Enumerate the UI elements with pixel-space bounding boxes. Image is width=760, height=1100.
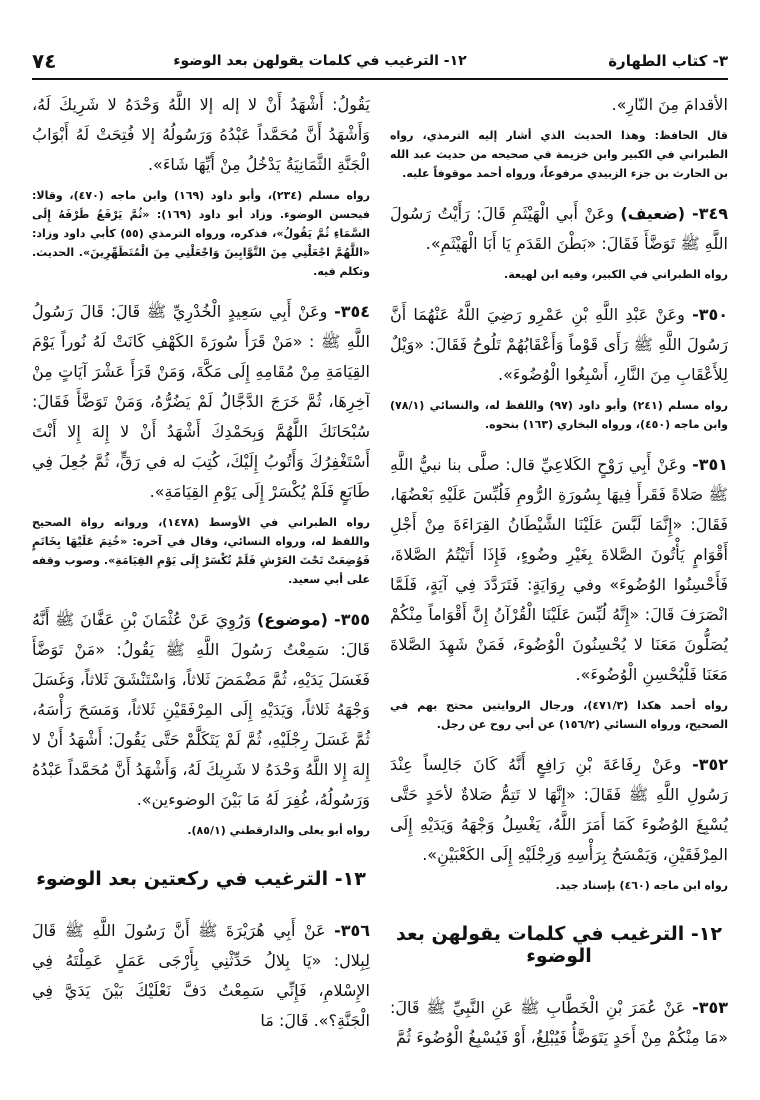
section-12-title: ١٢- الترغيب في كلمات يقولهن بعد الوضوء	[396, 923, 722, 967]
hadith-number: ٣٥٢-	[692, 755, 728, 774]
source-note-349: رواه الطبراني في الكبير، وفيه ابن لهيعة.	[504, 268, 728, 281]
hadith-text: وعَنْ أَبِي رَوْحٍ الكَلاعِيِّ قال: صلَّى بنا نبيُّ اللَّهِ ﷺ صَلاةً فَقَرأَ فِيهَا بِسُورَةِ الرُّومِ فَلُبِّسَ عَلَيْهِ بَعْضُهَا، فَقَالَ: «إِنَّمَا لَبَّسَ عَلَيْنَا الشَّيْطَانُ القِرَاءَةَ مِنْ أَجْلِ أَقْوَامٍ يَأْتُونَ الصَّلاةَ بِغَيْرِ وضُوءٍ، فَإِذَا أَتَيْتُمُ الصَّلاةَ، فَأَحْسِنُوا الوُضُوءَ» وفي رِوَايَةٍ: فَتَرَدَّدَ فِي آيَةٍ، فَلَمَّا انْصَرَفَ قَالَ: «إِنَّهُ لُبِّسَ عَلَيْنَا الْقُرْآنُ إِنَّ أَقْوَاماً مِنْكُمْ يُصَلُّونَ مَعَنَا لا يُحْسِنُونَ الْوُضُوءَ، فَمَنْ شَهِدَ الصَّلاةَ مَعَنَا فَلْيُحْسِنِ الْوُضُوءَ».	[390, 455, 728, 684]
section-title-header: ١٢- الترغيب في كلمات يقولهن بعد الوضوء	[173, 53, 467, 69]
continued-text: الأقدامَ مِنَ النّارِ».	[611, 95, 728, 114]
source-note-350: رواه مسلم (٢٤١) وأبو داود (٩٧) واللفظ له، والنسائي (٧٨/١) وابن ماجه (٤٥٠)، ورواه البخاري (١٦٣) بنحوه.	[390, 399, 728, 431]
hadith-354	[32, 297, 370, 507]
hadith-text: عَنْ أَبِي هُرَيْرَةَ ﷺ أَنَّ رَسُولَ اللَّهِ ﷺ قَالَ لِبِلال: «يَا بِلالُ حَدِّثْنِي بِأَرْجَى عَمَلٍ عَمِلْتَهُ فِي الإِسْلامِ، فَإِنِّي سَمِعْتُ دَفَّ نَعْلَيْكَ بَيْنَ يَدَيَّ فِي الْجَنَّةِ؟». قَالَ: مَا	[32, 921, 370, 1030]
continued-text: يَقُولُ: أَشْهَدُ أَنْ لا إله إلا اللَّهُ وَحْدَهُ لا شَرِيكَ لَهُ، وَأَشْهَدُ أَنَّ مُحَمَّداً عَبْدُهُ وَرَسُولُهُ إلا فُتِحَتْ لَهُ أَبْوَابُ الْجَنَّةِ الثَّمَانِيَةُ يَدْخُلُ مِنْ أَيِّهَا شَاءَ».	[32, 95, 370, 174]
hadith-number: ٣٥٠-	[692, 305, 728, 324]
hadith-text: عَنْ عُمَرَ بْنِ الْخَطَّابِ ﷺ عَنِ النَّبِيِّ ﷺ قَالَ: «مَا مِنْكُمْ مِنْ أَحَدٍ يَتَوَضَّأُ فَيُبْلِغُ، أَوْ فَيُسْبِغُ الْوُضُوءَ ثُمَّ	[390, 998, 728, 1047]
hadith-350	[390, 300, 728, 390]
hadith-number: ٣٥٣-	[692, 998, 728, 1017]
hadith-351	[390, 450, 728, 690]
page-header	[32, 44, 728, 80]
page-number: ٧٤	[32, 49, 57, 73]
hadith-number: ٣٥٤-	[334, 302, 370, 321]
hadith-number: ٣٤٩- (ضعيف)	[620, 204, 728, 223]
hadith-353	[390, 993, 728, 1053]
hadith-356	[32, 916, 370, 1036]
hadith-352	[390, 750, 728, 870]
hadith-text: وعَنْ عَبْدِ اللَّهِ بْنِ عَمْرِو رَضِيَ اللَّهُ عَنْهُمَا أَنَّ رَسُولَ اللَّهِ ﷺ رَأَى قَوْماً وَأَعْقَابُهُمْ تَلُوحُ فَقَالَ: «وَيْلٌ لِلأَعْقَابِ مِنَ النَّارِ، أَسْبِغُوا الْوُضُوءَ».	[390, 305, 728, 384]
hadith-text: وعَنْ أَبي الْهَيْثَمِ قَالَ: رَأَيْتُ رَسُولَ اللَّهِ ﷺ تَوَضَّأَ فَقَالَ: «بَطْنَ القَدَمِ يَا أَبَا الْهَيْثَمِ».	[390, 204, 728, 253]
column-gap	[370, 90, 390, 1084]
hadith-349	[390, 199, 728, 259]
source-note-355: رواه أبو يعلى والدارقطني (٨٥/١).	[187, 824, 370, 837]
hadith-number: ٣٥٥- (موضوع)	[256, 610, 370, 629]
source-note-354: رواه الطبراني في الأوسط (١٤٧٨)، ورواته رواة الصحيح واللفظ له، ورواه النسائي، وقال في آخره: «خُتِمَ عَلَيْهَا بِخَاتَمٍ فَوُضِعَتْ تَحْتَ العَرْشِ فَلَمْ تُكْسَرْ إِلَى يَوْمِ القِيَامَةِ». وصوب وقفه على أبي سعيد.	[32, 516, 370, 586]
hadith-text: وعَنْ رِفَاعَةَ بْنِ رَافِعٍ أَنَّهُ كَانَ جَالِساً عِنْدَ رَسُولِ اللَّهِ ﷺ فَقَالَ: «إِنَّهَا لا تَتِمُّ صَلاةٌ لأحَدٍ حَتَّى يُسْبِغَ الوُضُوءَ كَمَا أَمَرَ اللَّهُ، يَغْسِلُ وَجْهَهُ وَيَدَيْهِ إِلَى المِرْفَقَيْنِ، وَيَمْسَحُ بِرَأْسِهِ وَرِجْلَيْهِ إِلَى الكَعْبَيْنِ».	[390, 755, 728, 864]
source-note-351: رواه أحمد هكذا (٤٧١/٣)، ورجال الروايتين محتج بهم في الصحيح، ورواه النسائي (١٥٦/٢) عن أبي روح عن رجل.	[390, 699, 728, 731]
text-columns	[32, 90, 728, 1084]
book-page	[32, 44, 728, 1084]
hadith-text: وَرُوِيَ عَنْ عُثْمَانَ بْنِ عَفَّانَ ﷺ أَنَّهُ قَالَ: سَمِعْتُ رَسُولَ اللَّهِ ﷺ يَقُولُ: «مَنْ تَوَضَّأَ فَغَسَلَ يَدَيْهِ، ثُمَّ مَضْمَضَ ثَلاثاً، وَاسْتَنْشَقَ ثَلاثاً، وَغَسَلَ وَجْهَهُ ثَلاثاً، وَيَدَيْهِ إِلَى المِرْفَقَيْنِ ثَلاثاً، وَمَسَحَ رَأْسَهُ، ثُمَّ غَسَلَ رِجْلَيْهِ، ثُمَّ لَمْ يَتَكَلَّمْ حَتَّى يَقُولَ: أَشْهَدُ أَنْ لا إِلهَ إِلا اللَّهُ وَحْدَهُ لا شَرِيكَ لَهُ، وَأَشْهَدُ أَنَّ مُحَمَّداً عَبْدُهُ وَرَسُولُهُ، غُفِرَ لَهُ مَا بَيْنَ الوضوءين».	[32, 610, 370, 809]
section-13-title: ١٣- الترغيب في ركعتين بعد الوضوء	[36, 868, 366, 890]
chapter-title: ٣- كتاب الطهارة	[608, 52, 728, 70]
left-column	[32, 90, 370, 1084]
hadith-number: ٣٥١-	[692, 455, 728, 474]
hadith-355	[32, 605, 370, 815]
hadith-text: وعَنْ أَبِي سَعِيدٍ الْخُدْرِيِّ ﷺ قَالَ: قَالَ رَسُولُ اللَّهِ ﷺ : «مَنْ قَرَأَ سُورَةَ الكَهْفِ كَانَتْ لَهُ نُوراً يَوْمَ القِيَامَةِ مِنْ مُقَامِهِ إِلَى مَكَّةَ، وَمَنْ قَرَأَ عَشْرَ آيَاتٍ مِنْ آخِرِهَا، ثُمَّ خَرَجَ الدَّجَّالُ لَمْ يَضُرُّهُ، وَمَنْ تَوَضَّأَ فَقَالَ: سُبْحَانَكَ اللَّهُمَّ وَبِحَمْدِكَ أَشْهَدُ أَنْ لا إِلهَ إِلا أَنْتَ أَسْتَغْفِرُكَ وَأَتُوبُ إِلَيْكَ، كُتِبَ له في رَقٍّ، ثُمَّ جُعِلَ فِي طَابَعٍ فَلَمْ يُكْسَرْ إِلَى يَوْمِ القِيَامَةِ».	[32, 302, 370, 501]
source-note-353: رواه مسلم (٢٣٤)، وأبو داود (١٦٩) وابن ماجه (٤٧٠)، وقالا: فيحسن الوضوء. وزاد أبو داود (١٦٩): «ثُمَّ يَرْفَعُ طَرْفَهُ إِلَى السَّمَاءِ ثُمَّ يَقُولُ»، فذكره، ورواه الترمذي (٥٥) كأبي داود وزاد: «اللَّهُمَّ اجْعَلْنِي مِنَ التَّوَّابِينَ وَاجْعَلْنِي مِنَ الْمُتَطَهِّرِينَ». الحديث. وتكلم فيه.	[32, 189, 370, 278]
right-column	[390, 90, 728, 1084]
hadith-number: ٣٥٦-	[334, 921, 370, 940]
hafiz-note: قال الحافظ: وهذا الحديث الذي أشار إليه الترمذي، رواه الطبراني في الكبير وابن خزيمة في صحيحه من حديث عبد الله بن الحارث بن جزء الزبيدي مرفوعاً، ورواه أحمد موقوفاً عليه.	[390, 129, 728, 180]
source-note-352: رواه ابن ماجه (٤٦٠) بإسناد جيد.	[555, 879, 728, 892]
